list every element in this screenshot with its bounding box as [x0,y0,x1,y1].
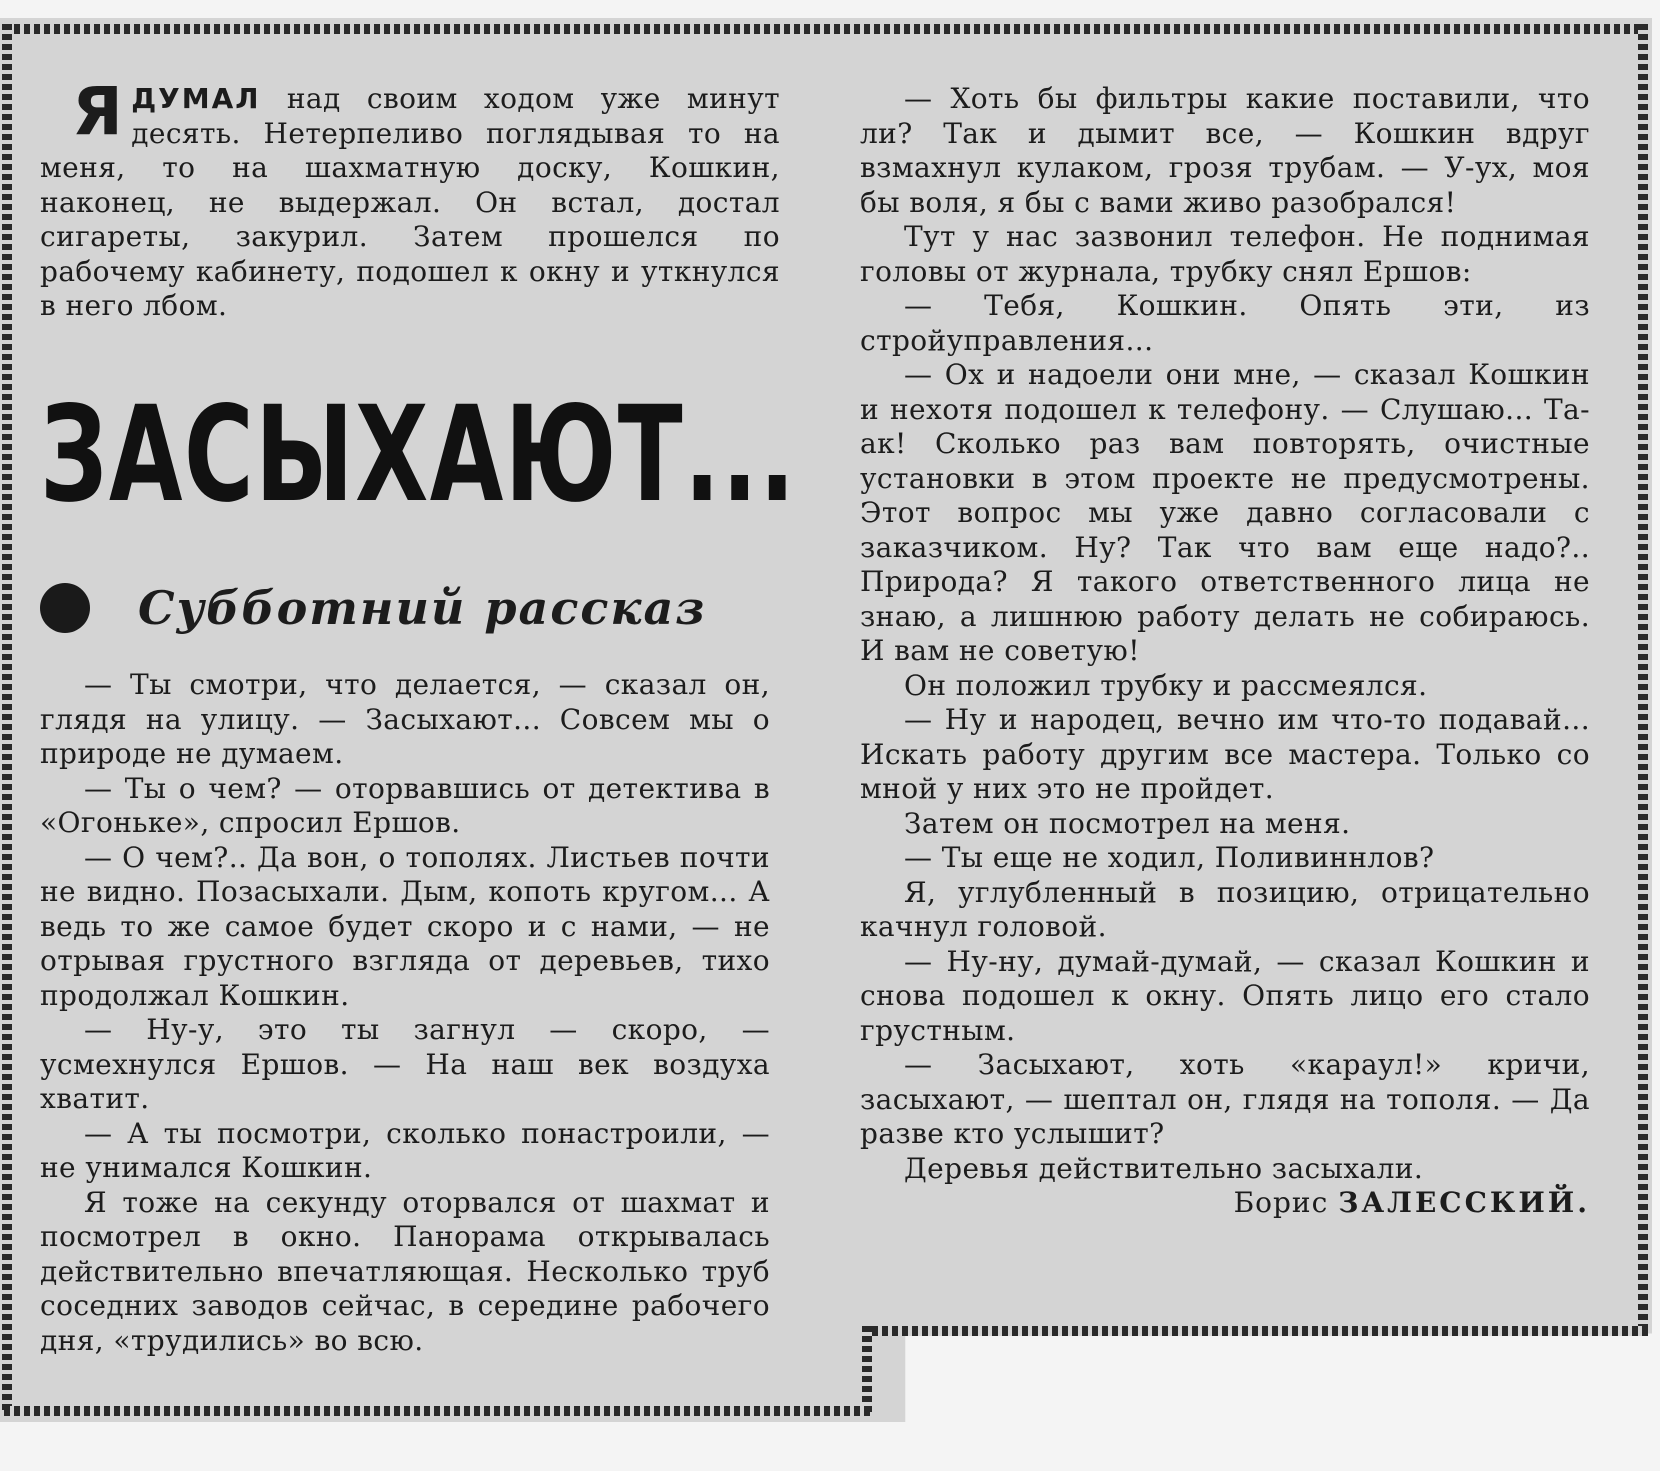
paragraph: — Тебя, Кошкин. Опять эти, из стройуправления... [860,289,1590,357]
intro-text: над своим ходом уже минут десять. Нетерпеливо поглядывая то на меня, то на шахматную доску, Кошкин, наконец, не выдержал. Он встал, достал сигареты, закурил. Затем прошелся по рабочему кабинету, подошел к окну и уткнулся в него лбом. [40,82,780,322]
paragraph: — Ну-у, это ты загнул — скоро, — усмехнулся Ершов. — На наш век воздуха хватит. [40,1013,770,1115]
author-surname: ЗАЛЕССКИЙ. [1338,1186,1590,1219]
bullet-icon [40,583,90,633]
paragraph: Я, углубленный в позицию, отрицательно качнул головой. [860,875,1590,943]
paragraph: — Ну и народец, вечно им что-то подавай... Искать работу другим все мастера. Только со мной у них это не пройдет. [860,703,1590,805]
paragraph: — Ох и надоели они мне, — сказал Кошкин и нехотя подошел к телефону. — Слушаю... Та-ак! Сколько раз вам повторять, очистные установки в этом проекте не предусмотрены. Этот вопрос мы уже давно согласовали с заказчиком. Ну? Так что вам еще надо?.. Природа? Я такого ответственного лица не знаю, а лишнюю работу делать не собираюсь. И вам не советую! [860,358,1590,667]
border-center-divider [862,1326,872,1416]
paragraph: Тут у нас зазвонил телефон. Не поднимая головы от журнала, трубку снял Ершов: [860,220,1590,288]
paragraph: — Ты о чем? — оторвавшись от детектива в «Огоньке», спросил Ершов. [40,771,770,839]
paragraph: — Ну-ну, думай-думай, — сказал Кошкин и снова подошел к окну. Опять лицо его стало грустным. [860,944,1590,1047]
paragraph: Он положил трубку и рассмеялся. [904,668,1428,702]
paragraph: — О чем?.. Да вон, о тополях. Листьев почти не видно. Позасыхали. Дым, копоть кругом... А ведь то же самое будет скоро и с нами, — не отрывая грустного взгляда от деревьев, тихо продолжал Кошкин. [40,840,770,1012]
paragraph: — Хоть бы фильтры какие поставили, что ли? Так и дымит все, — Кошкин вдруг взмахнул кулаком, грозя трубам. — У-ух, моя бы воля, я бы с вами живо разобрался! [860,82,1590,219]
paragraph: Затем он посмотрел на меня. [904,806,1351,840]
intro-paragraph [40,73,780,324]
column-left [40,668,770,1358]
border-left [2,24,12,1414]
border-bottom-left [4,1406,870,1416]
border-top [4,24,1644,34]
paragraph: — Ты смотри, что делается, — сказал он, глядя на улицу. — Засыхают... Совсем мы о природе не думаем. [40,668,770,770]
author-first-name: Борис [1233,1186,1329,1219]
paragraph: — А ты посмотри, сколько понастроили, — не унимался Кошкин. [40,1116,770,1184]
paragraph: Деревья действительно засыхали. [904,1151,1424,1185]
drop-cap: Я [72,73,124,150]
rubric [40,578,707,638]
intro-block [40,73,780,324]
rubric-title: Субботний рассказ [138,581,707,635]
paragraph: — Засыхают, хоть «караул!» кричи, засыхают, — шептал он, глядя на тополя. — Да разве кто услышит? [860,1048,1590,1150]
border-bottom-right [862,1326,1648,1336]
paragraph: Я тоже на секунду оторвался от шахмат и посмотрел в окно. Панорама открывалась действительно впечатляющая. Несколько труб соседних заводов сейчас, в середине рабочего дня, «трудились» во всю. [40,1185,770,1357]
lead-word: ДУМАЛ [131,82,261,115]
headline: ЗАСЫХАЮТ... [40,378,797,532]
border-right [1638,24,1648,1334]
paragraph: — Ты еще не ходил, Поливиннлов? [904,841,1435,874]
column-right [860,82,1590,1221]
byline [860,1186,1590,1221]
